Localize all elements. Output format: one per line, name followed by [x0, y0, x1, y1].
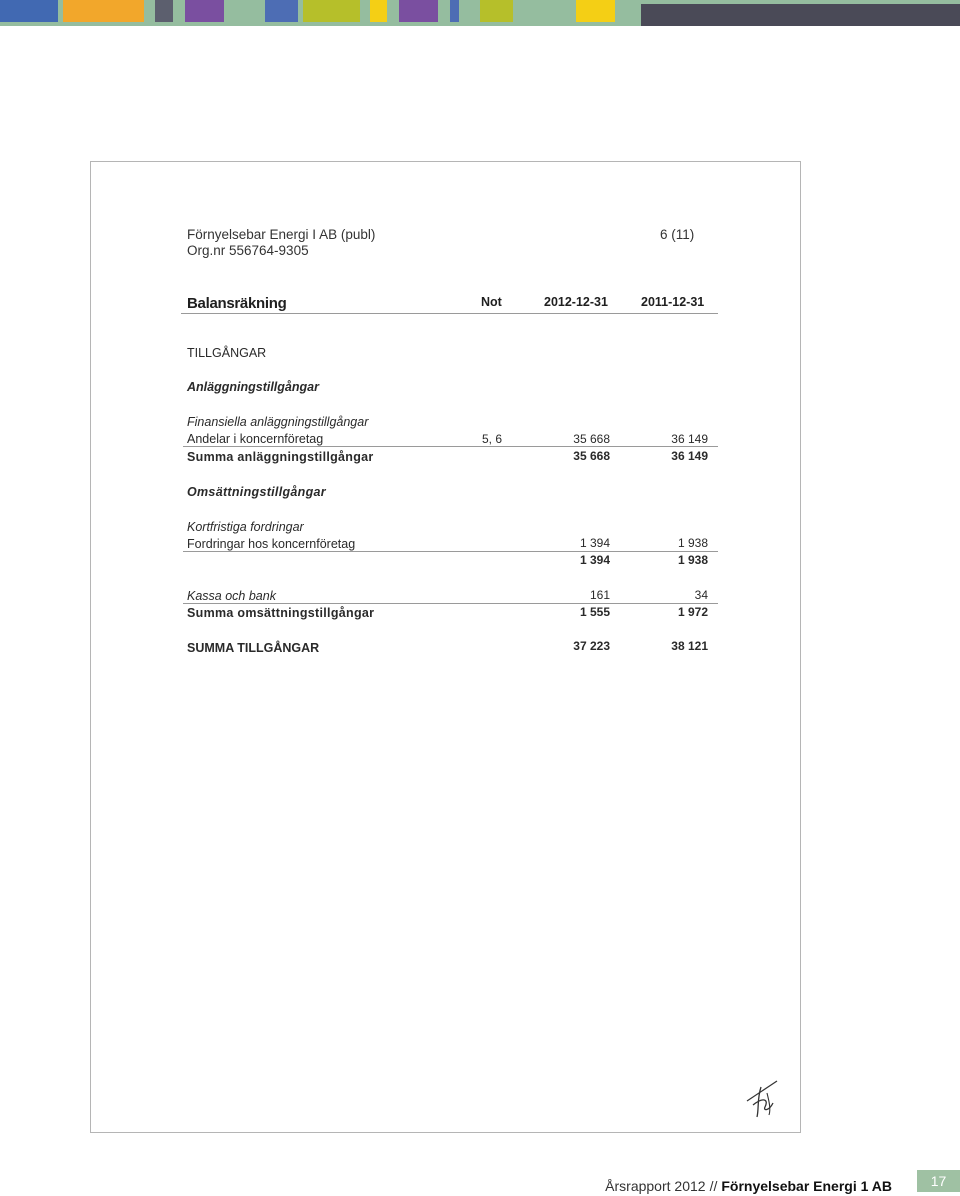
fixed-assets-heading: Anläggningstillgångar: [187, 380, 319, 394]
footer-separator: //: [709, 1178, 718, 1194]
shares-2011: 36 149: [671, 432, 708, 446]
footer-company: Förnyelsebar Energi 1 AB: [721, 1178, 892, 1194]
section-assets: TILLGÅNGAR: [187, 346, 267, 360]
shares-note: 5, 6: [482, 432, 503, 446]
column-header-2012: 2012-12-31: [544, 295, 608, 309]
scanned-balance-sheet: [90, 161, 801, 1133]
sum-current-2011: 1 972: [677, 605, 708, 619]
shares-label: Andelar i koncernföretag: [187, 432, 324, 446]
footer-credit: [605, 1178, 892, 1194]
group-receivables-2011: 1 938: [677, 536, 708, 550]
color-band: [185, 0, 224, 22]
balance-sheet-title: Balansräkning: [187, 295, 287, 312]
color-band: [399, 0, 438, 22]
sum-current-label: Summa omsättningstillgångar: [187, 606, 375, 620]
org-number: Org.nr 556764-9305: [187, 243, 309, 258]
shares-2012: 35 668: [573, 432, 610, 446]
color-band: [370, 0, 387, 22]
cash-2011: 34: [694, 588, 708, 602]
color-band: [265, 0, 298, 22]
color-band: [480, 0, 513, 22]
color-band-dark: [641, 4, 960, 26]
total-assets-label: SUMMA TILLGÅNGAR: [187, 641, 320, 655]
row-rule: [183, 446, 718, 447]
group-receivables-2012: 1 394: [579, 536, 610, 550]
receivables-sum-2012: 1 394: [579, 553, 610, 567]
group-receivables-label: Fordringar hos koncernföretag: [187, 537, 356, 551]
cash-2012: 161: [589, 588, 610, 602]
receivables-sum-2011: 1 938: [677, 553, 708, 567]
cash-label: Kassa och bank: [187, 589, 276, 603]
color-band: [576, 0, 615, 22]
short-receivables-heading: Kortfristiga fordringar: [187, 520, 304, 534]
company-name: Förnyelsebar Energi I AB (publ): [187, 227, 376, 242]
color-band: [0, 0, 58, 22]
total-assets-2011: 38 121: [671, 639, 708, 653]
row-rule: [183, 551, 718, 552]
sum-fixed-2012: 35 668: [573, 449, 610, 463]
color-band: [450, 0, 459, 22]
footer-report: Årsrapport 2012: [605, 1178, 706, 1194]
color-band: [155, 0, 173, 22]
signature-icon: [743, 1077, 785, 1119]
column-header-2011: 2011-12-31: [641, 295, 705, 309]
row-rule: [183, 603, 718, 604]
color-band: [63, 0, 144, 22]
color-band: [303, 0, 360, 22]
sum-current-2012: 1 555: [579, 605, 610, 619]
header-color-bar: [0, 0, 960, 26]
total-assets-2012: 37 223: [573, 639, 610, 653]
current-assets-heading: Omsättningstillgångar: [187, 485, 326, 499]
sum-fixed-label: Summa anläggningstillgångar: [187, 450, 374, 464]
financial-fixed-heading: Finansiella anläggningstillgångar: [187, 415, 369, 429]
column-header-not: Not: [481, 295, 502, 309]
sum-fixed-2011: 36 149: [671, 449, 708, 463]
page-indicator: 6 (11): [660, 227, 695, 242]
page-number: 17: [917, 1170, 960, 1192]
header-rule: [181, 313, 718, 314]
